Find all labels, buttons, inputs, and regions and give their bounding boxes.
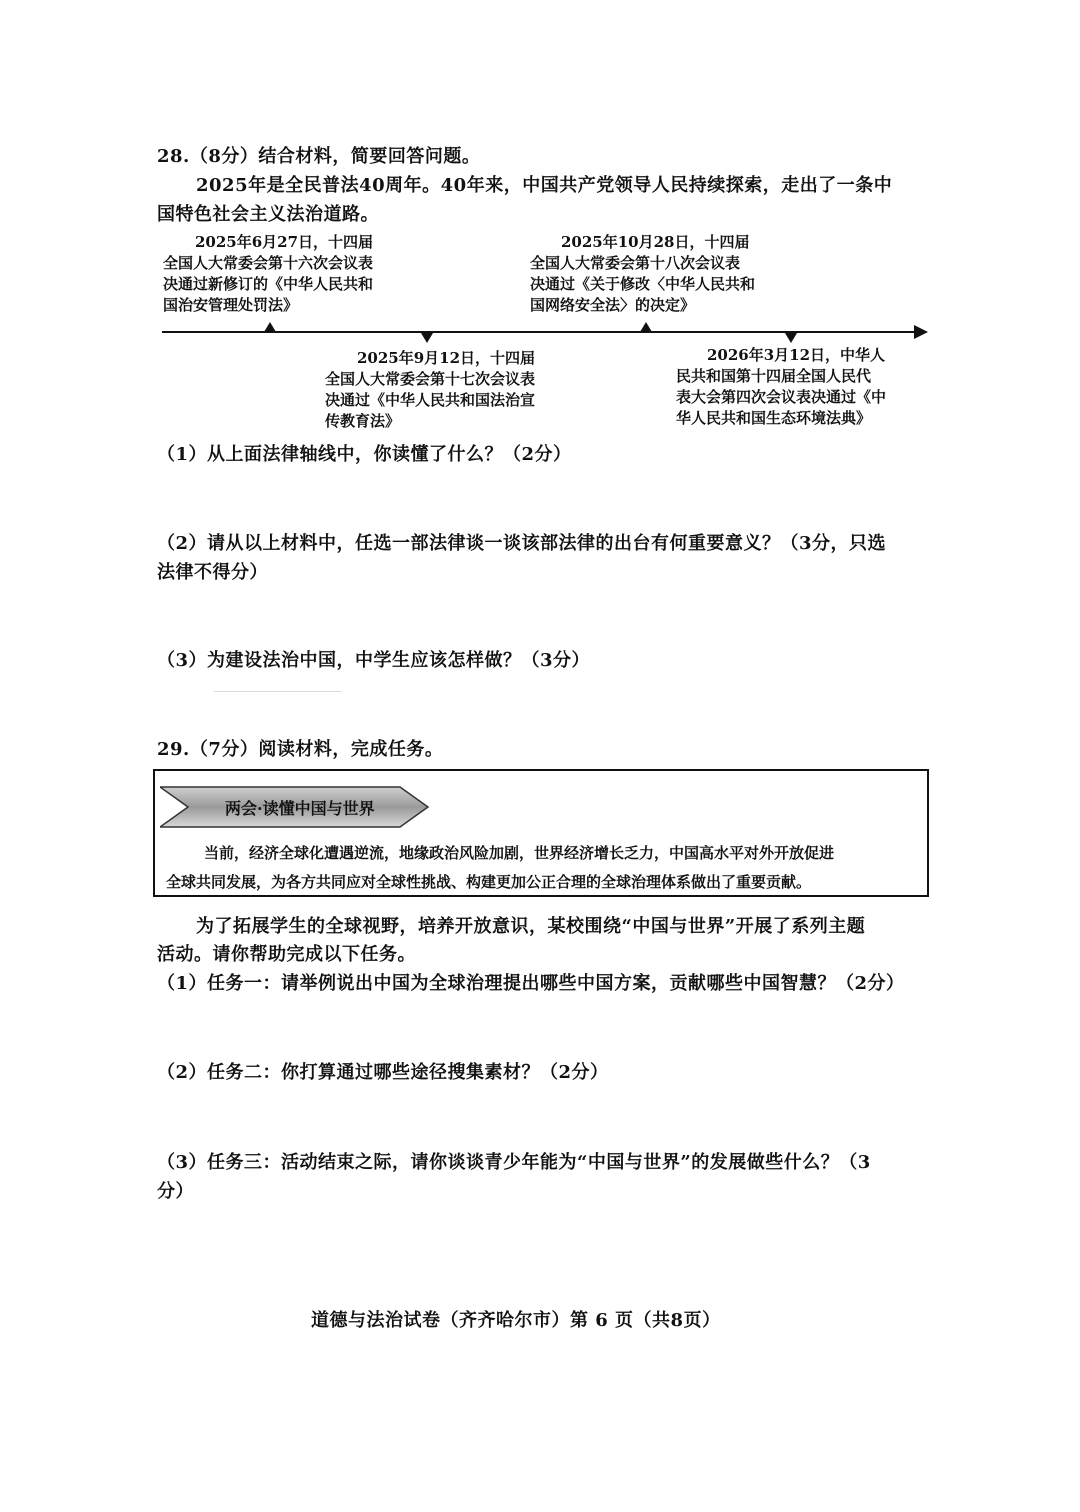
q29-intro-line1: 为了拓展学生的全球视野，培养开放意识，某校围绕“中国与世界”开展了系列主题 [196,916,866,937]
q29-title: 29.（7分）阅读材料，完成任务。 [157,739,444,760]
material-line2: 全球共同发展，为各方共同应对全球性挑战、构建更加公正合理的全球治理体系做出了重要贡献。 [166,873,812,891]
q29-task3-line2: 分） [157,1181,194,1202]
q28-sub2-line1: （2）请从以上材料中，任选一部法律谈一谈该部法律的出台有何重要意义？（3分，只选 [157,533,887,554]
timeline-marker-3 [640,322,652,332]
q28-title: 28.（8分）结合材料，简要回答问题。 [157,146,481,167]
banner-title: 两会·读懂中国与世界 [225,799,375,818]
timeline-axis [162,331,922,333]
q29-task3-line1: （3）任务三：活动结束之际，请你谈谈青少年能为“中国与世界”的发展做些什么？（3 [157,1152,871,1173]
q28-intro-line1: 2025年是全民普法40周年。40年来，中国共产党领导人民持续探索，走出了一条中 [196,175,893,196]
q28-sub1: （1）从上面法律轴线中，你读懂了什么？（2分） [157,444,572,465]
timeline-marker-4 [785,333,797,343]
q28-sub3: （3）为建设法治中国，中学生应该怎样做？（3分） [157,650,591,671]
material-line1: 当前，经济全球化遭遇逆流，地缘政治风险加剧，世界经济增长乏力，中国高水平对外开放促进 [204,844,835,862]
q29-task1: （1）任务一：请举例说出中国为全球治理提出哪些中国方案，贡献哪些中国智慧？（2分） [157,973,905,994]
timeline-arrow-icon [914,325,928,339]
q28-intro-line2: 国特色社会主义法治道路。 [157,204,379,225]
q29-intro-line2: 活动。请你帮助完成以下任务。 [157,944,416,965]
timeline-marker-1 [264,322,276,332]
exam-page: 28.（8分）结合材料，简要回答问题。 2025年是全民普法40周年。40年来，中国共产党领导人民持续探索，走出了一条中 国特色社会主义法治道路。 2025年6月27日，十四届 全国人大常委会第十六次会议表 决通过新修订的《中华人民共和 国治安管理处罚法》 2025年9月12日，十四届 全国人大常委会第十七次会议表 决通过《中华人民共和国法治宣 传教育法》 2025年10月28日，十四届 全国人大常委会第十八次会议表 决通过《关于修改〈中华人民共和 国网络安全法〉的决定》 2026年3月12日，中华人 民共和国第十四届全国人民代 表大会第四次会议表决通过《中 华人民共和国生态环境法典》 （1）从上面法律轴线中，你读懂了什么？（2分） （2）请从以上材料中，任选一部法律谈一谈该部法律的出台有何重要意义？（3分，只选 法律不得分） （3）为建设法治中国，中学生应该怎样做？（3分） 29.（7分）阅读材料，完成任务。 两会·读懂中国与世界 当前，经济全球化遭遇逆流，地缘政治风险加剧，世界经济增长乏力，中国高水平对外开放促进 全球共同发展，为各方共同应对全球性挑战、构建更加公正合理的全球治理体系做出了重要贡献。 为了拓展学生的全球视野，培养开放意识，某校围绕“中国与世界”开展了系列主题 活动。请你帮助完成以下任务。 （1）任务一：请举例说出中国为全球治理提出哪些中国方案，贡献哪些中国智慧？（2分） （2）任务二：你打算通过哪些途径搜集素材？（2分） （3）任务三：活动结束之际，请你谈谈青少年能为“中国与世界”的发展做些什么？（3 分） 道德与法治试卷（齐齐哈尔市）第 6 页（共8页） [0,0,1080,1512]
timeline-marker-2 [421,333,433,343]
page-footer: 道德与法治试卷（齐齐哈尔市）第 6 页（共8页） [311,1310,721,1331]
divider [214,691,342,692]
q29-task2: （2）任务二：你打算通过哪些途径搜集素材？（2分） [157,1062,609,1083]
q28-sub2-line2: 法律不得分） [157,562,268,583]
